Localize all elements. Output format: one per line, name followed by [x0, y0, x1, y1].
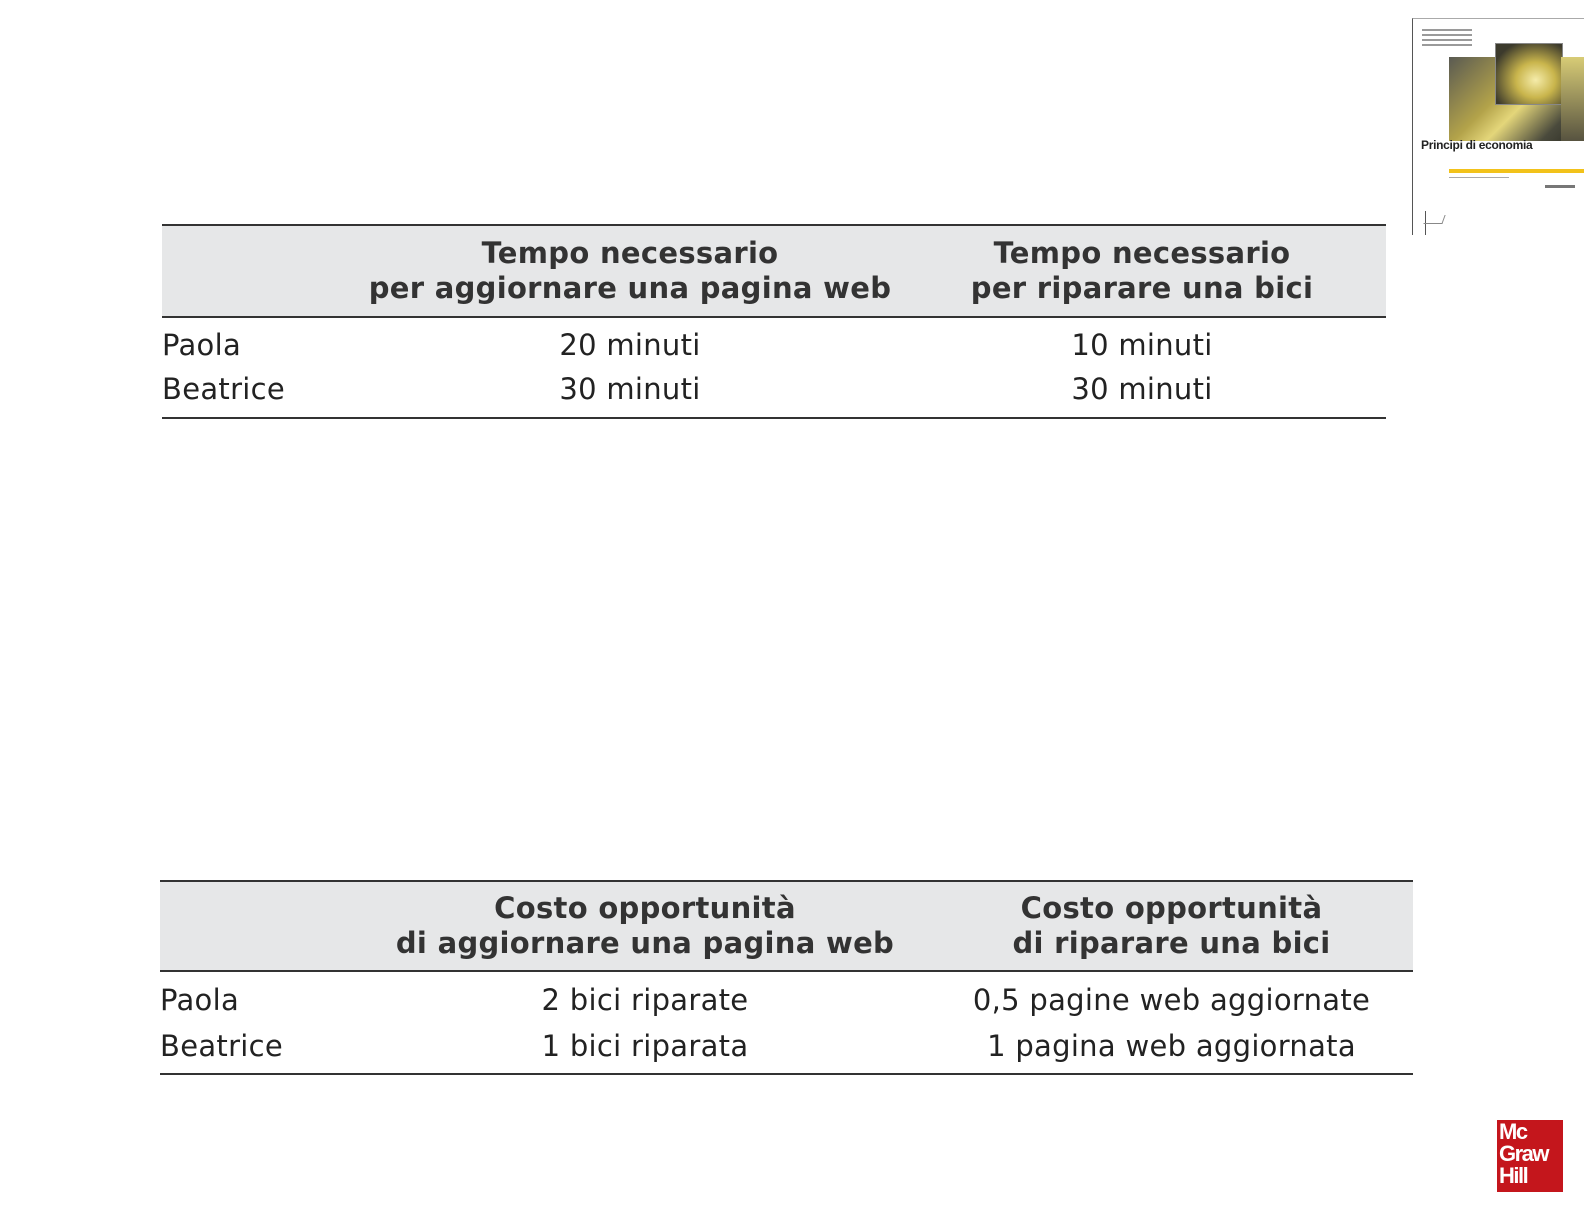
header-line-1: Costo opportunità: [1020, 891, 1323, 925]
header-repair-bike: [898, 236, 1386, 306]
table-row: [160, 1023, 1413, 1069]
header-line-2: di riparare una bici: [1012, 926, 1331, 960]
time-repair-bike: 30 minuti: [1071, 371, 1213, 406]
cover-accent-bar: [1449, 169, 1584, 173]
header-line-1: Tempo necessario: [481, 236, 779, 270]
header-cost-update-webpage: [360, 891, 930, 961]
table-row: [160, 977, 1413, 1023]
book-cover-thumbnail: [1412, 18, 1584, 235]
cover-arrow-icon: [1423, 215, 1445, 224]
header-line-2: di aggiornare una pagina web: [395, 926, 895, 960]
cost-repair-bike: 0,5 pagine web aggiornate: [972, 982, 1371, 1017]
cost-update-webpage: 2 bici riparate: [541, 982, 749, 1017]
time-repair-bike: 10 minuti: [1071, 327, 1213, 362]
person-name: Beatrice: [162, 371, 286, 406]
opportunity-cost-table: [160, 880, 1413, 1075]
table-body: [162, 318, 1386, 417]
header-cost-repair-bike: [930, 891, 1413, 961]
table-row: [162, 323, 1386, 367]
person-name: Paola: [162, 327, 242, 362]
cost-repair-bike: 1 pagina web aggiornata: [987, 1028, 1356, 1063]
logo-line: Hill: [1499, 1163, 1528, 1188]
header-line-2: per riparare una bici: [970, 271, 1314, 305]
time-required-table: [162, 224, 1386, 419]
cover-divider: [1449, 177, 1509, 178]
header-line-1: Costo opportunità: [494, 891, 796, 925]
time-update-webpage: 20 minuti: [559, 327, 701, 362]
logo-line: Graw: [1499, 1141, 1549, 1166]
table-body: [160, 972, 1413, 1073]
table-row: [162, 367, 1386, 411]
person-name: Beatrice: [160, 1028, 284, 1063]
cover-title: Principi di economia: [1421, 138, 1533, 152]
header-line-2: per aggiornare una pagina web: [368, 271, 892, 305]
cover-photo: [1449, 57, 1584, 141]
logo-line: Mc: [1499, 1120, 1527, 1144]
person-name: Paola: [160, 982, 240, 1017]
header-update-webpage: [362, 236, 898, 306]
table-header: [160, 882, 1413, 972]
time-update-webpage: 30 minuti: [559, 371, 701, 406]
cover-authors: [1422, 29, 1472, 49]
mcgraw-hill-logo: [1497, 1120, 1563, 1192]
cost-update-webpage: 1 bici riparata: [541, 1028, 749, 1063]
header-line-1: Tempo necessario: [993, 236, 1291, 270]
table-header: [162, 226, 1386, 318]
cover-publisher-mark: [1545, 185, 1575, 188]
